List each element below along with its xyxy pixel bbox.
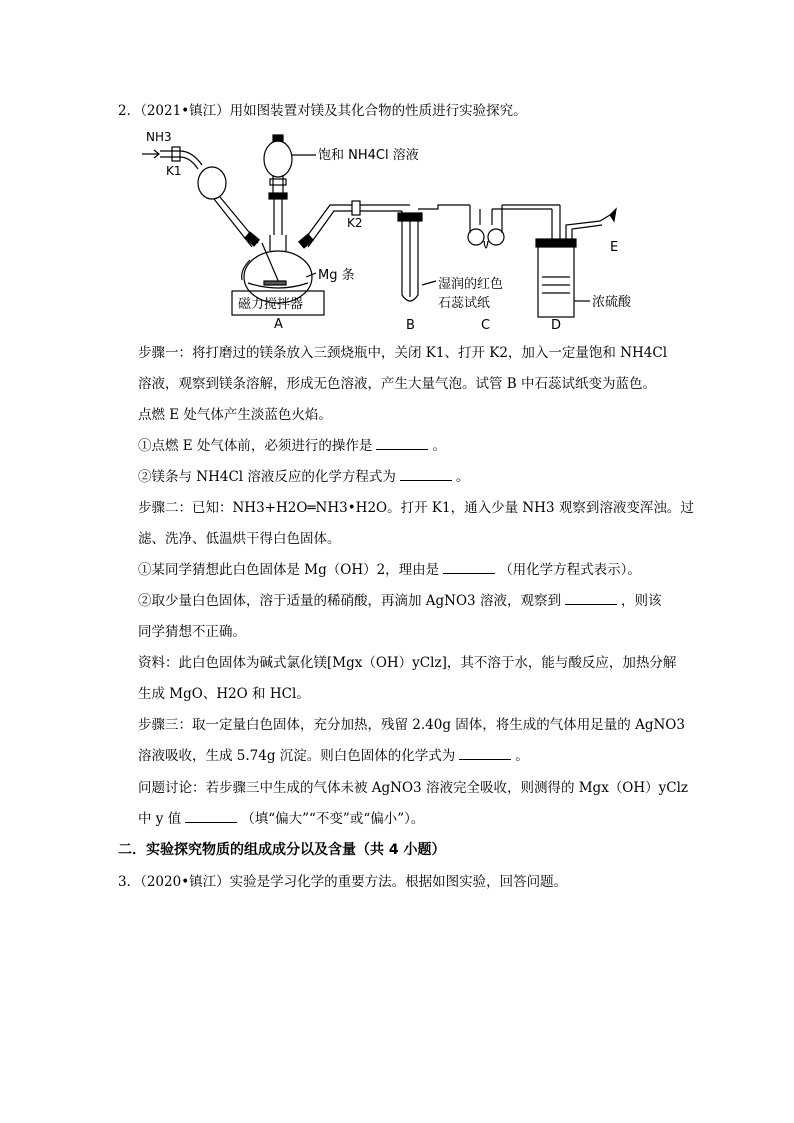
label-acid: 浓硫酸 [592,295,632,310]
q2-part2-cont: 同学猜想不正确。 [138,624,246,640]
stopper-center [269,193,287,199]
mg-pointer [306,273,316,277]
discussion-line1: 问题讨论：若步骤三中生成的气体未被 AgNO3 溶液完全吸收，则测得的 Mgx（OH）yClz [138,780,689,796]
answer-blank [376,437,428,450]
step1-line3: 点燃 E 处气体产生淡蓝色火焰。 [138,407,332,423]
question-source: （2020•镇江） [140,874,230,890]
safety-bulb [198,167,226,199]
tube-to-b [360,205,410,211]
funnel-tube [274,195,282,235]
section-title: 二．实验探究物质的组成成分以及含量（共 4 小题） [118,842,446,858]
q2-part2 [138,591,661,611]
step3-line2-text: 溶液吸收，生成 5.74g 沉淀。则白色固体的化学式为 [138,748,456,764]
q1-part1-end: 。 [432,438,446,454]
q2-part2-end: ，则该 [620,593,662,609]
reference-line2: 生成 MgO、H2O 和 HCl。 [138,686,310,702]
label-funnel: 饱和 NH4Cl 溶液 [318,148,419,163]
question-3-heading [118,872,567,892]
outlet-e-nozzle [610,209,616,221]
step1-line1: 步骤一：将打磨过的镁条放入三颈烧瓶中，关闭 K1、打开 K2，加入一定量饱和 NH4Cl [138,345,668,361]
label-e: E [610,240,619,255]
stopper-b [398,213,422,221]
mg-strip [264,281,286,285]
discussion-line2-end: （填“偏大”“不变”或“偏小”）。 [241,811,425,827]
u-tube-bulb-left [468,229,484,245]
apparatus-figure [140,125,640,335]
question-number: 2． [118,103,141,119]
funnel-stopper [273,135,283,141]
answer-blank [185,810,237,823]
label-stirrer: 磁力搅拌器 [238,297,304,312]
q1-part1 [138,436,446,456]
q1-part2 [138,467,469,487]
reference-line1: 资料：此白色固体为碱式氯化镁[Mgx（OH）yClz]，其不溶于水，能与酸反应，加热分解 [138,655,677,671]
tube-to-bulb [180,151,202,169]
label-b: B [406,318,415,333]
label-paper-1: 湿润的红色 [438,277,504,292]
answer-blank [443,561,495,574]
step3-line1: 步骤三：取一定量白色固体，充分加热，残留 2.40g 固体，将生成的气体用足量的 AgNO3 [138,717,685,733]
step3-line2-end: 。 [515,748,529,764]
flask-body [244,251,312,303]
label-c: C [481,318,491,333]
label-a: A [274,317,283,332]
label-d: D [551,318,562,333]
step3-line2 [138,746,529,766]
label-k1: K1 [166,164,182,178]
flask-center-neck [270,235,286,251]
question-stem: 实验是学习化学的重要方法。根据如图实验，回答问题。 [229,874,568,890]
q2-part1-text: ①某同学猜想此白色固体是 Mg（OH）2，理由是 [138,562,440,578]
step2-line2: 滤、洗净、低温烘干得白色固体。 [138,531,341,547]
paper-pointer [422,281,436,285]
stopper-d [536,239,576,247]
stopper-right [299,234,313,248]
outlet-e-tube [566,215,610,239]
tube-into-d [552,205,560,243]
acid-liquid [542,277,570,293]
q1-part2-text: ②镁条与 NH4Cl 溶液反应的化学方程式为 [138,469,396,485]
question-2-heading [118,101,527,121]
answer-blank [565,592,617,605]
stopper-left [245,232,259,246]
u-tube-bottom [484,241,488,248]
q2-part2-text: ②取少量白色固体，溶于适量的稀硝酸，再滴加 AgNO3 溶液，观察到 [138,593,561,609]
answer-blank [459,747,511,760]
answer-blank [400,468,452,481]
discussion-line2-text: 中 y 值 [138,811,182,827]
question-number: 3． [118,874,141,890]
question-stem: 用如图装置对镁及其化合物的性质进行实验探究。 [229,103,527,119]
discussion-line2 [138,809,424,829]
q1-part1-text: ①点燃 E 处气体前，必须进行的操作是 [138,438,373,454]
question-source: （2021•镇江） [140,103,230,119]
q2-part1-end: （用化学方程式表示）。 [499,562,641,578]
label-k2: K2 [347,216,363,230]
step2-line1: 步骤二：已知：NH3+H2O═NH3•H2O。打开 K1，通入少量 NH3 观察到溶液变浑浊。过 [138,500,694,516]
label-paper-2: 石蕊试纸 [438,296,491,311]
inner-tube [262,243,280,285]
label-nh3: NH3 [146,130,172,144]
inlet-tube [160,151,180,157]
k1-stopcock [172,147,180,161]
q1-part2-end: 。 [455,469,470,485]
separatory-funnel [264,141,292,177]
k2-stopcock [352,201,360,215]
label-mg: Mg 条 [318,268,355,283]
tube-b-to-c [418,205,470,209]
q2-part1 [138,560,641,580]
bottle-d [538,243,574,317]
step1-line2: 溶液，观察到镁条溶解，形成无色溶液，产生大量气泡。试管 B 中石蕊试纸变为蓝色。 [138,376,657,392]
